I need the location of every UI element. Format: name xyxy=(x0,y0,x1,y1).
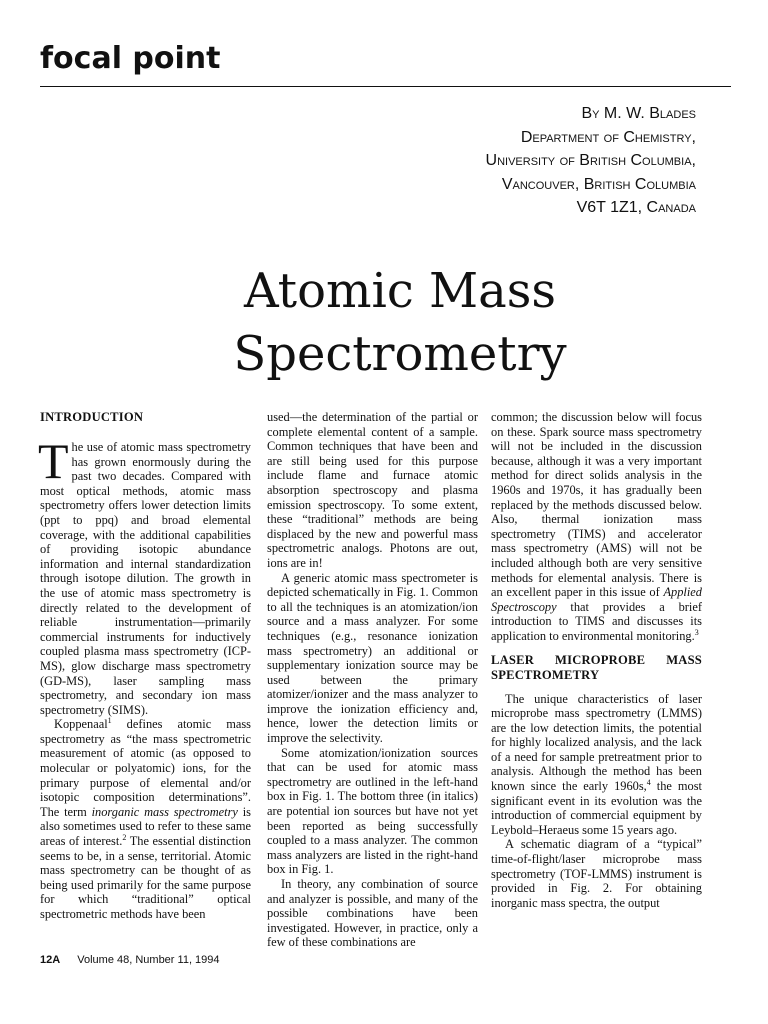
paragraph xyxy=(38,433,251,717)
paragraph xyxy=(40,717,251,921)
journal-issue: Volume 48, Number 11, 1994 xyxy=(77,954,220,966)
paragraph: In theory, any combination of source and analyzer is possible, and many of the possible combinations have been investigated. However, in practice, only a few of these combinations are xyxy=(267,877,478,950)
paragraph-text: defines atomic mass spectrometry as “the mass spectrometric measurement of atomic (as opposed to molecular or polyatomic) ions, for the primary purpose of elemental and/or isotopic composition determinations”. The term xyxy=(40,717,251,819)
paragraph-text: common; the discussion below will focus on these. Spark source mass spectrometry will not be included in the discussion because, although it was a very important method for direct solids analysis in the 1960s and 1970s, it has gradually been replaced by the methods discussed below. Also, thermal ionization mass spectrometry (TIMS) and accelerator mass spectrometry (AMS) will not be included although both are very sensitive methods for elemental analysis. There is an excellent paper in this issue of xyxy=(491,410,702,600)
page-number: 12A xyxy=(40,954,61,966)
paragraph-text: that provides a brief introduction to TIMS and discusses its application to environmental monitoring. xyxy=(491,599,702,643)
reference-marker: 2 xyxy=(122,832,127,842)
text-column-2 xyxy=(267,410,478,950)
section-heading-lmms: LASER MICROPROBE MASS SPECTROMETRY xyxy=(491,652,702,682)
paragraph xyxy=(491,410,702,644)
reference-marker: 4 xyxy=(646,777,651,787)
paragraph-text: he use of atomic mass spectrometry has grown enormously during the past two decades. Compared with most optical methods, atomic mass spectrometry offers lower detection limits (ppt to ppq) and broad elemental coverage, with the additional capabilities of providing isotopic abundance information and internal standardization through isotope dilution. The growth in the use of atomic mass spectrometry is directly related to the development of reliable instrumentation—primarily commercial instruments for inductively coupled plasma mass spectrometry (ICP-MS), glow discharge mass spectrometry (GD-MS), laser sampling mass spectrometry, and secondary ion mass spectrometry (SIMS). xyxy=(40,440,251,717)
paragraph-text: is also sometimes used to refer to these same areas of interest. xyxy=(40,804,251,849)
article-title xyxy=(60,260,740,386)
title-line-2: Spectrometry xyxy=(233,326,567,382)
paragraph: A generic atomic mass spectrometer is depicted schematically in Fig. 1. Common to all the techniques is an atomization/ion source and a mass analyzer. For some techniques (e.g., resonance ionization mass spectrometry) an additional or supplementary ionization source may be used between the primary atomizer/ionizer and the mass analyzer to improve the ionization efficiency and, hence, lower the detection limits or improve the selectivity. xyxy=(267,570,478,746)
paragraph: Some atomization/ionization sources that can be used for atomic mass spectrometry are outlined in the left-hand box in Fig. 1. The bottom three (in italics) are potential ion sources but have not yet been reported as being successfully coupled to a mass analyzer. The common mass analyzers are listed in the right-hand box in Fig. 1. xyxy=(267,745,478,877)
affiliation-line: Vancouver, British Columbia xyxy=(501,175,696,193)
reference-marker: 3 xyxy=(694,627,699,637)
reference-marker: 1 xyxy=(107,716,112,726)
italic-term: inorganic mass spectrometry xyxy=(91,804,238,819)
paragraph-text: The unique characteristics of laser microprobe mass spectrometry (LMMS) are the low detection limits, the potential for highly localized analysis, and the lack of a need for sample pretreatment prior to analysis. Although the method has been known since the early 1960s, xyxy=(491,691,702,794)
author-name: By M. W. Blades xyxy=(581,105,696,122)
text-column-3 xyxy=(491,410,702,910)
paragraph-text: The essential distinction seems to be, in a sense, territorial. Atomic mass spectrometry can be thought of as being used primarily for the same purpose for which “traditional” optical spectrometric methods have been xyxy=(40,834,251,921)
italic-journal-name: Applied Spectroscopy xyxy=(491,585,702,614)
byline xyxy=(276,102,696,220)
affiliation-line: University of British Columbia, xyxy=(485,152,696,169)
paragraph xyxy=(491,692,702,838)
paragraph: used—the determination of the partial or complete elemental content of a sample. Common techniques that have been and are still being used for this purpose include flame and furnace atomic absorption spectroscopy and plasma emission spectroscopy. To some extent, these “traditional” methods are being displaced by the new and powerful mass spectrometric analogs. Photons are out, ions are in! xyxy=(267,410,478,570)
section-label: focal point xyxy=(40,41,221,76)
page-footer xyxy=(40,954,220,966)
section-heading-introduction: INTRODUCTION xyxy=(40,410,144,424)
title-line-1: Atomic Mass xyxy=(243,263,557,319)
paragraph: A schematic diagram of a “typical” time-of-flight/laser microprobe mass spectrometry (TOF-LMMS) instrument is provided in Fig. 2. For obtaining inorganic mass spectra, the output xyxy=(491,837,702,910)
paragraph-text: the most significant event in its evolution was the introduction of commercial equipment by Leybold–Heraeus some 15 years ago. xyxy=(491,779,702,837)
text-column-1 xyxy=(40,410,251,922)
affiliation-line: Department of Chemistry, xyxy=(520,128,696,146)
header-rule xyxy=(40,86,731,87)
affiliation-line: V6T 1Z1, Canada xyxy=(576,199,696,216)
drop-cap: T xyxy=(38,433,69,489)
paragraph-text: Koppenaal xyxy=(54,717,108,732)
